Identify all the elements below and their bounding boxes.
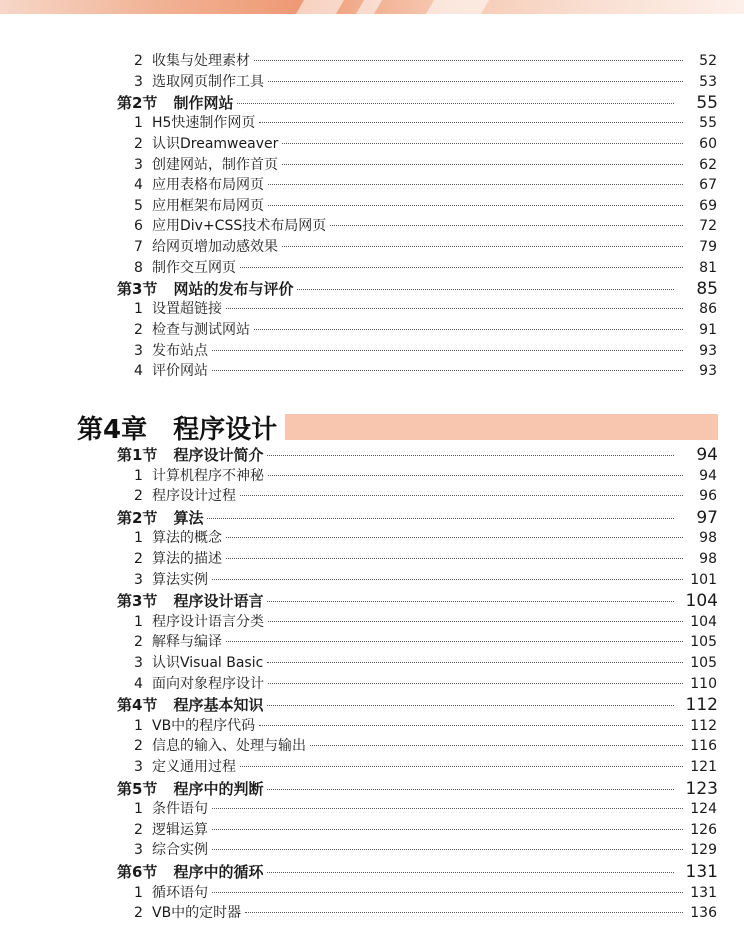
toc-page-number: 129 bbox=[690, 842, 717, 859]
toc-page-number: 53 bbox=[699, 73, 717, 90]
toc-dot-leader bbox=[240, 495, 683, 496]
toc-dot-leader bbox=[268, 184, 683, 185]
toc-item-title: 选取网页制作工具 bbox=[152, 73, 264, 90]
toc-page-number: 93 bbox=[699, 363, 717, 380]
toc-item-row[interactable] bbox=[0, 466, 744, 487]
toc-dot-leader bbox=[267, 662, 683, 663]
toc-item-title: 逻辑运算 bbox=[152, 821, 208, 838]
toc-page-number: 55 bbox=[699, 115, 717, 132]
toc-item-title: 循环语句 bbox=[152, 884, 208, 901]
toc-dot-leader bbox=[282, 164, 683, 165]
toc-dot-leader bbox=[226, 558, 683, 559]
toc-page-number: 121 bbox=[690, 759, 717, 775]
toc-page-number: 79 bbox=[699, 239, 717, 255]
toc-page-number: 126 bbox=[690, 821, 717, 838]
toc-item-number: 3 bbox=[134, 759, 143, 775]
toc-section-title bbox=[117, 590, 263, 612]
toc-page-number: 104 bbox=[685, 591, 718, 612]
toc-page-number: 91 bbox=[699, 322, 717, 338]
chapter-label: 第4章 bbox=[77, 414, 148, 445]
toc-dot-leader bbox=[259, 725, 683, 726]
toc-section-title bbox=[117, 694, 263, 716]
toc-dot-leader bbox=[240, 766, 683, 767]
toc-item-title: 给网页增加动感效果 bbox=[152, 239, 278, 255]
toc-item-title: 计算机程序不神秘 bbox=[152, 467, 264, 484]
toc-section-label: 第2节 bbox=[117, 508, 158, 527]
toc-page-number: 104 bbox=[690, 613, 717, 630]
toc-item-title: 认识Dreamweaver bbox=[152, 136, 279, 152]
toc-section-row[interactable] bbox=[0, 444, 744, 466]
toc-item-title: 信息的输入、处理与输出 bbox=[152, 738, 306, 755]
toc-item-row[interactable] bbox=[0, 361, 744, 382]
toc-dot-leader bbox=[212, 370, 683, 371]
toc-item-title: 检查与测试网站 bbox=[152, 322, 250, 338]
toc-item-title: 解释与编译 bbox=[152, 634, 222, 651]
toc-item-row[interactable] bbox=[0, 570, 744, 591]
toc-item-title: 设置超链接 bbox=[152, 301, 222, 318]
toc-page-number: 112 bbox=[690, 717, 717, 734]
toc-item-title: 面向对象程序设计 bbox=[152, 675, 264, 692]
toc-dot-leader bbox=[268, 621, 683, 622]
toc-item-number: 3 bbox=[134, 342, 143, 359]
toc-item-row[interactable] bbox=[0, 716, 744, 737]
toc-item-number: 7 bbox=[134, 239, 143, 255]
toc-dot-leader bbox=[254, 329, 683, 330]
toc-dot-leader bbox=[245, 912, 683, 913]
toc-item-number: 1 bbox=[134, 115, 143, 132]
toc-item-number: 1 bbox=[134, 613, 143, 630]
toc-item-number: 1 bbox=[134, 717, 143, 734]
toc-page-number: 96 bbox=[699, 488, 717, 505]
toc-dot-leader bbox=[297, 289, 674, 290]
toc-dot-leader bbox=[268, 205, 683, 206]
toc-section-name: 程序设计简介 bbox=[173, 446, 264, 464]
toc-item-row[interactable] bbox=[0, 820, 744, 841]
toc-item-row[interactable] bbox=[0, 653, 744, 674]
toc-item-row[interactable] bbox=[0, 134, 744, 155]
toc-item-number: 4 bbox=[134, 177, 143, 194]
toc-section-name: 制作网站 bbox=[173, 94, 234, 113]
toc-section-title bbox=[117, 444, 263, 466]
toc-item-row[interactable] bbox=[0, 883, 744, 904]
toc-item-number: 2 bbox=[134, 738, 143, 755]
toc-item-number: 2 bbox=[134, 53, 143, 69]
toc-item-title: 应用框架布局网页 bbox=[152, 197, 264, 214]
toc-dot-leader bbox=[212, 849, 683, 850]
toc-dot-leader bbox=[226, 641, 683, 642]
toc-item-title: 发布站点 bbox=[152, 342, 208, 359]
toc-item-number: 2 bbox=[134, 136, 143, 152]
toc-item-row[interactable] bbox=[0, 840, 744, 861]
toc-section-title bbox=[117, 278, 293, 300]
toc-dot-leader bbox=[282, 246, 683, 247]
toc-section-row[interactable] bbox=[0, 278, 744, 300]
toc-section-label: 第5节 bbox=[117, 779, 158, 798]
toc-section-name: 网站的发布与评价 bbox=[173, 280, 294, 299]
toc-dot-leader bbox=[226, 537, 683, 538]
toc-section-row[interactable] bbox=[0, 92, 744, 114]
toc-item-number: 2 bbox=[134, 634, 143, 651]
toc-dot-leader bbox=[268, 683, 683, 684]
toc-item-number: 2 bbox=[134, 322, 143, 338]
toc-dot-leader bbox=[267, 705, 674, 706]
toc-section-label: 第4节 bbox=[117, 696, 158, 715]
toc-item-row[interactable] bbox=[0, 612, 744, 633]
toc-section-name: 程序中的循环 bbox=[173, 863, 264, 881]
toc-section-label: 第3节 bbox=[117, 592, 158, 611]
toc-item-title: 程序设计过程 bbox=[152, 488, 236, 505]
toc-section-label: 第3节 bbox=[117, 280, 158, 299]
toc-page-number: 69 bbox=[699, 197, 717, 214]
toc-item-number: 5 bbox=[134, 197, 143, 214]
toc-item-row[interactable] bbox=[0, 299, 744, 320]
toc-section-row[interactable] bbox=[0, 778, 744, 800]
toc-page-number: 86 bbox=[699, 301, 717, 318]
toc-dot-leader bbox=[240, 267, 683, 268]
toc-page-number: 81 bbox=[699, 259, 717, 276]
toc-section-name: 程序设计语言 bbox=[173, 592, 264, 611]
toc-item-row[interactable] bbox=[0, 175, 744, 196]
toc-page-number: 131 bbox=[685, 862, 718, 882]
toc-item-title: 条件语句 bbox=[152, 801, 208, 818]
toc-item-title: 应用表格布局网页 bbox=[152, 177, 264, 194]
toc-item-number: 4 bbox=[134, 675, 143, 692]
top-decorative-banner bbox=[0, 0, 744, 14]
toc-page-number: 98 bbox=[699, 551, 717, 567]
toc-item-number: 6 bbox=[134, 218, 143, 235]
toc-dot-leader bbox=[212, 350, 683, 351]
toc-page-number: 85 bbox=[696, 279, 718, 300]
toc-item-number: 3 bbox=[134, 842, 143, 859]
toc-item-row[interactable] bbox=[0, 72, 744, 93]
toc-page-number: 136 bbox=[690, 905, 717, 922]
toc-item-row[interactable] bbox=[0, 216, 744, 237]
toc-item-number: 1 bbox=[134, 801, 143, 818]
toc-item-row[interactable] bbox=[0, 632, 744, 653]
chapter-name: 程序设计 bbox=[173, 414, 278, 445]
toc-page-number: 93 bbox=[699, 342, 717, 359]
toc-item-title: 应用Div+CSS技术布局网页 bbox=[152, 218, 327, 235]
toc-page-number: 67 bbox=[699, 177, 717, 194]
toc-dot-leader bbox=[212, 829, 683, 830]
toc-item-title: 收集与处理素材 bbox=[152, 53, 250, 69]
toc-dot-leader bbox=[267, 872, 674, 873]
toc-dot-leader bbox=[267, 455, 674, 456]
toc-item-row[interactable] bbox=[0, 155, 744, 176]
toc-page-number: 105 bbox=[690, 634, 717, 651]
toc-item-row[interactable] bbox=[0, 528, 744, 549]
chapter-heading bbox=[77, 410, 718, 444]
toc-section-title bbox=[117, 778, 263, 800]
toc-page-number: 62 bbox=[699, 156, 717, 173]
toc-dot-leader bbox=[237, 103, 674, 104]
toc-dot-leader bbox=[310, 745, 683, 746]
toc-dot-leader bbox=[212, 579, 683, 580]
toc-item-number: 3 bbox=[134, 655, 143, 671]
toc-page-number: 131 bbox=[690, 884, 717, 901]
toc-dot-leader bbox=[282, 143, 683, 144]
toc-dot-leader bbox=[330, 225, 683, 226]
toc-item-title: 创建网站，制作首页 bbox=[152, 156, 278, 173]
toc-page-number: 94 bbox=[699, 467, 717, 484]
toc-page-number: 97 bbox=[696, 507, 718, 528]
toc-page-number: 55 bbox=[696, 93, 718, 114]
toc-section-label: 第2节 bbox=[117, 94, 158, 113]
toc-item-title: 评价网站 bbox=[152, 363, 208, 380]
toc-item-number: 1 bbox=[134, 467, 143, 484]
toc-item-row[interactable] bbox=[0, 258, 744, 279]
toc-item-row[interactable] bbox=[0, 799, 744, 820]
toc-dot-leader bbox=[207, 518, 674, 519]
toc-item-title: 制作交互网页 bbox=[152, 259, 236, 276]
toc-section-title bbox=[117, 861, 263, 883]
toc-dot-leader bbox=[267, 789, 674, 790]
toc-dot-leader bbox=[259, 122, 683, 123]
toc-dot-leader bbox=[268, 475, 683, 476]
toc-page-number: 101 bbox=[690, 571, 717, 588]
toc-item-row[interactable] bbox=[0, 237, 744, 258]
toc-item-number: 1 bbox=[134, 530, 143, 547]
toc-page-number: 98 bbox=[699, 530, 717, 547]
toc-page-number: 52 bbox=[699, 53, 717, 69]
toc-section-row[interactable] bbox=[0, 694, 744, 716]
toc-dot-leader bbox=[212, 892, 683, 893]
toc-page-number: 110 bbox=[690, 675, 717, 692]
toc-item-number: 2 bbox=[134, 551, 143, 567]
toc-item-number: 1 bbox=[134, 301, 143, 318]
toc-section-name: 程序中的判断 bbox=[173, 779, 264, 798]
toc-item-title: VB中的定时器 bbox=[152, 905, 242, 922]
toc-item-title: 算法的概念 bbox=[152, 530, 222, 547]
toc-item-row[interactable] bbox=[0, 320, 744, 341]
chapter-highlight-bar bbox=[285, 414, 718, 440]
toc-item-title: 认识Visual Basic bbox=[152, 655, 264, 671]
toc-item-row[interactable] bbox=[0, 903, 744, 924]
toc-item-number: 1 bbox=[134, 884, 143, 901]
toc-item-row[interactable] bbox=[0, 51, 744, 72]
toc-item-title: H5快速制作网页 bbox=[152, 115, 256, 132]
toc-item-number: 3 bbox=[134, 571, 143, 588]
toc-item-number: 3 bbox=[134, 73, 143, 90]
toc-item-row[interactable] bbox=[0, 549, 744, 570]
toc-section-name: 算法 bbox=[173, 508, 204, 527]
toc-page-number: 72 bbox=[699, 218, 717, 235]
toc-page-number: 116 bbox=[690, 738, 717, 755]
toc-section-row[interactable] bbox=[0, 590, 744, 612]
toc-item-row[interactable] bbox=[0, 486, 744, 507]
toc-page-number: 94 bbox=[696, 445, 718, 465]
toc-section-name: 程序基本知识 bbox=[173, 696, 264, 715]
toc-dot-leader bbox=[268, 81, 683, 82]
toc-item-row[interactable] bbox=[0, 736, 744, 757]
toc-item-row[interactable] bbox=[0, 196, 744, 217]
toc-dot-leader bbox=[254, 60, 683, 61]
toc-item-title: 定义通用过程 bbox=[152, 759, 236, 775]
toc-item-number: 2 bbox=[134, 905, 143, 922]
toc-item-row[interactable] bbox=[0, 341, 744, 362]
toc-section-title bbox=[117, 507, 203, 529]
chapter-title bbox=[77, 409, 277, 446]
toc-item-number: 2 bbox=[134, 488, 143, 505]
toc-item-number: 4 bbox=[134, 363, 143, 380]
toc-page-number: 60 bbox=[699, 136, 717, 152]
toc-item-title: 程序设计语言分类 bbox=[152, 613, 264, 630]
toc-dot-leader bbox=[226, 308, 683, 309]
toc-section-label: 第6节 bbox=[117, 863, 158, 881]
toc-item-title: 综合实例 bbox=[152, 842, 208, 859]
toc-section-row[interactable] bbox=[0, 507, 744, 529]
toc-page-number: 124 bbox=[690, 801, 717, 818]
toc-dot-leader bbox=[267, 601, 674, 602]
toc-item-number: 8 bbox=[134, 259, 143, 276]
toc-item-row[interactable] bbox=[0, 113, 744, 134]
toc-item-number: 3 bbox=[134, 156, 143, 173]
toc-item-title: VB中的程序代码 bbox=[152, 717, 256, 734]
toc-page-number: 123 bbox=[685, 778, 718, 799]
toc-section-row[interactable] bbox=[0, 861, 744, 883]
toc-section-label: 第1节 bbox=[117, 446, 158, 464]
toc-item-number: 2 bbox=[134, 821, 143, 838]
toc-page-number: 112 bbox=[685, 695, 718, 716]
toc-item-title: 算法实例 bbox=[152, 571, 208, 588]
toc-item-row[interactable] bbox=[0, 674, 744, 695]
toc-section-title bbox=[117, 92, 233, 114]
toc-page-number: 105 bbox=[690, 655, 717, 671]
toc-dot-leader bbox=[212, 808, 683, 809]
toc-item-row[interactable] bbox=[0, 757, 744, 778]
toc-item-title: 算法的描述 bbox=[152, 551, 222, 567]
